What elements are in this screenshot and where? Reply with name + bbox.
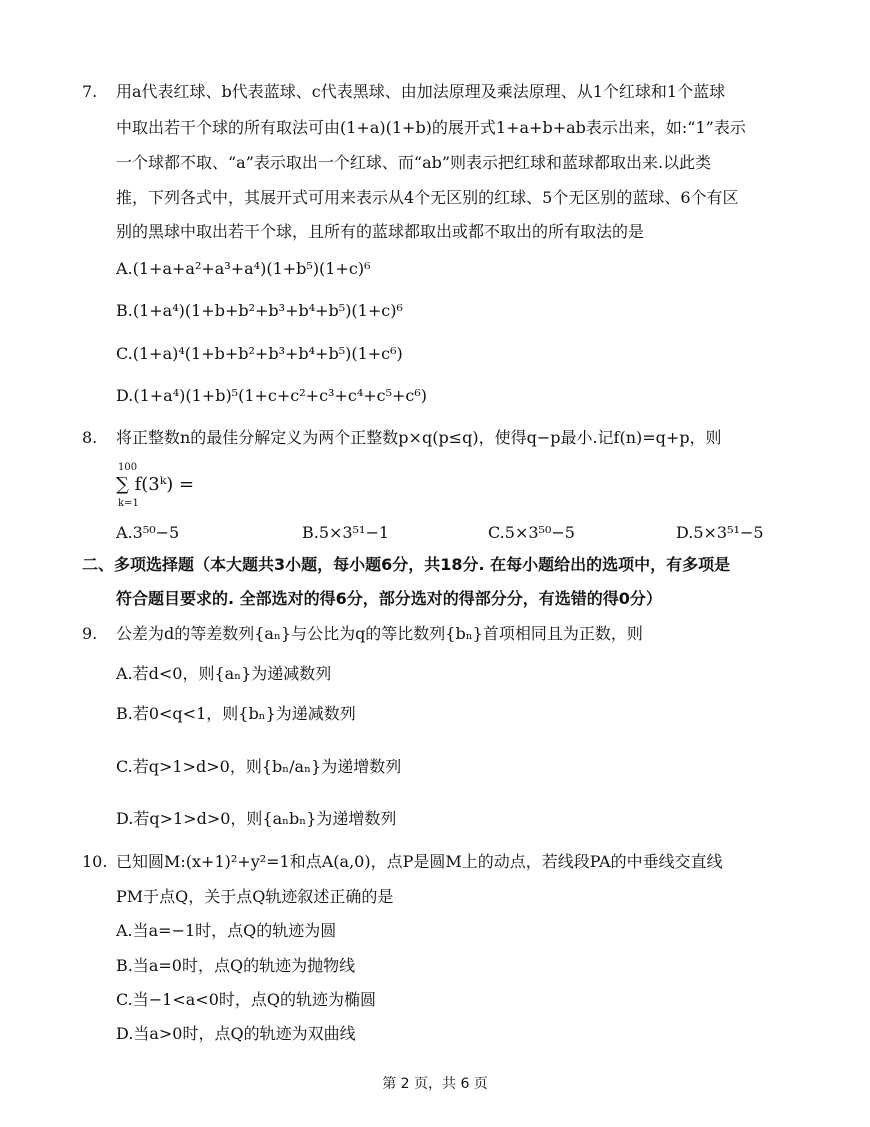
question-10-line-1: 已知圆M:(x+1)²+y²=1和点A(a,0)，点P是圆M上的动点，若线段PA的中垂线交直线: [116, 852, 723, 871]
question-8-line-1: 将正整数n的最佳分解定义为两个正整数p×q(p≤q)，使得q−p最小.记f(n)=q+p，则: [116, 428, 722, 447]
question-10-option-b: B.当a=0时，点Q的轨迹为抛物线: [116, 956, 356, 975]
question-7-option-a: A.(1+a+a²+a³+a⁴)(1+b⁵)(1+c)⁶: [116, 259, 371, 278]
question-7-option-c: C.(1+a)⁴(1+b+b²+b³+b⁴+b⁵)(1+c⁶): [116, 344, 403, 363]
question-8-number: 8.: [82, 428, 98, 447]
question-9-line-1: 公差为d的等差数列{aₙ}与公比为q的等比数列{bₙ}首项相同且为正数，则: [116, 624, 643, 643]
question-7-line-5: 别的黑球中取出若干个球，且所有的蓝球都取出或都不取出的所有取法的是: [116, 222, 645, 241]
page-footer: 第 2 页，共 6 页: [382, 1076, 488, 1092]
section-2-header-line-1: 二、多项选择题（本大题共3小题，每小题6分，共18分. 在每小题给出的选项中，有多项是: [82, 555, 731, 574]
question-8-sum-lower: k=1: [118, 498, 139, 509]
question-9-option-b: B.若0<q<1，则{bₙ}为递减数列: [116, 704, 356, 723]
question-7-option-d: D.(1+a⁴)(1+b)⁵(1+c+c²+c³+c⁴+c⁵+c⁶): [116, 386, 428, 405]
question-7-line-1: 用a代表红球、b代表蓝球、c代表黑球、由加法原理及乘法原理、从1个红球和1个蓝球: [116, 82, 726, 101]
question-8-sum: ∑ f(3ᵏ) =: [116, 474, 195, 495]
question-7-line-2: 中取出若干个球的所有取法可由(1+a)(1+b)的展开式1+a+b+ab表示出来，如:“1”表示: [116, 118, 746, 137]
question-10-number: 10.: [82, 852, 108, 871]
question-9-option-d: D.若q>1>d>0，则{aₙbₙ}为递增数列: [116, 809, 397, 828]
question-10-option-d: D.当a>0时，点Q的轨迹为双曲线: [116, 1024, 356, 1043]
question-8-option-c: C.5×3⁵⁰−5: [488, 523, 575, 542]
question-8-option-b: B.5×3⁵¹−1: [302, 523, 390, 542]
question-8-option-d: D.5×3⁵¹−5: [676, 523, 764, 542]
question-8-options: [0, 523, 870, 545]
section-2-header-line-2: 符合题目要求的. 全部选对的得6分，部分选对的得部分分，有选错的得0分）: [116, 589, 662, 608]
question-7-line-4: 推，下列各式中，其展开式可用来表示从4个无区别的红球、5个无区别的蓝球、6个有区: [116, 188, 739, 207]
question-8-option-a: A.3⁵⁰−5: [116, 523, 180, 542]
question-10-option-c: C.当−1<a<0时，点Q的轨迹为椭圆: [116, 990, 376, 1009]
question-9-number: 9.: [82, 624, 98, 643]
question-8-sum-upper: 100: [118, 462, 138, 473]
question-7-option-b: B.(1+a⁴)(1+b+b²+b³+b⁴+b⁵)(1+c)⁶: [116, 301, 403, 320]
question-9-option-c: C.若q>1>d>0，则{bₙ/aₙ}为递增数列: [116, 757, 402, 776]
question-7-number: 7.: [82, 82, 98, 101]
question-10-line-2: PM于点Q，关于点Q轨迹叙述正确的是: [116, 887, 394, 906]
question-9-option-a: A.若d<0，则{aₙ}为递减数列: [116, 664, 332, 683]
question-10-option-a: A.当a=−1时，点Q的轨迹为圆: [116, 921, 337, 940]
question-7-line-3: 一个球都不取、“a”表示取出一个红球、而“ab”则表示把红球和蓝球都取出来.以此类: [116, 153, 712, 172]
